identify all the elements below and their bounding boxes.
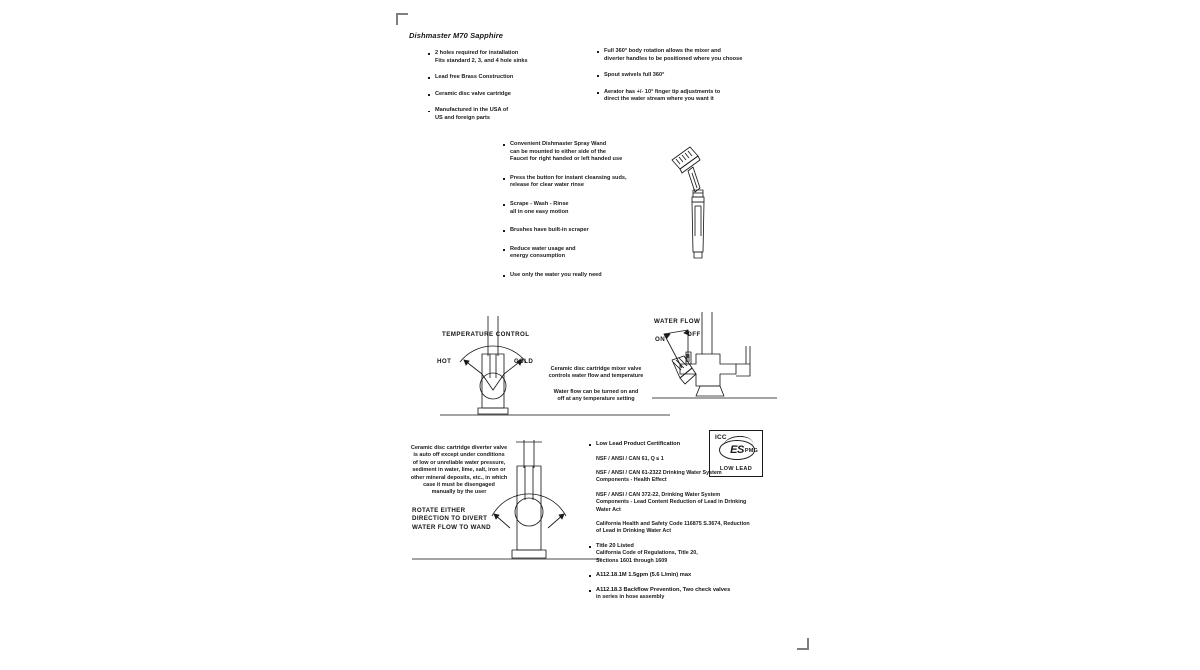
certification-item bbox=[589, 492, 794, 514]
feature-right-line: Full 360° body rotation allows the mixer and bbox=[604, 48, 721, 54]
feature-right-line: diverter handles to be positioned where you choose bbox=[604, 55, 743, 62]
spray-wand-illustration bbox=[668, 140, 724, 260]
certification-body bbox=[596, 594, 794, 601]
mixer-valve-caption-secondary bbox=[536, 389, 656, 404]
wand-feature-item bbox=[503, 141, 663, 164]
rotate-instruction-line: DIRECTION TO DIVERT bbox=[412, 515, 488, 523]
wand-feature-line: release for clear water rinse bbox=[510, 182, 585, 189]
mixer-caption2-line: Water flow can be turned on and bbox=[553, 389, 639, 395]
certification-item bbox=[589, 587, 794, 602]
diverter-valve-caption bbox=[403, 445, 515, 497]
certification-item bbox=[589, 456, 794, 463]
certification-line: of Lead in Drinking Water Act bbox=[596, 528, 672, 535]
wand-feature-line: Convenient Dishmaster Spray Wand bbox=[510, 141, 607, 147]
diverter-caption-line: sediment in water, lime, salt, iron or bbox=[412, 467, 506, 474]
water-flow-on-label: ON bbox=[655, 336, 666, 343]
certification-line: NSF / ANSI / CAN 61, Q ≤ 1 bbox=[596, 455, 664, 462]
wand-feature-line: Faucet for right handed or left handed use bbox=[510, 156, 623, 163]
wand-feature-line: Scrape - Wash - Rinse bbox=[510, 200, 569, 207]
certification-line: Components - Lead Content Reduction of Lead in Drinking bbox=[596, 499, 747, 506]
wand-feature-item bbox=[503, 201, 663, 216]
certification-body bbox=[596, 492, 794, 514]
certification-body bbox=[596, 470, 794, 485]
feature-list-left bbox=[428, 50, 593, 132]
certification-line: in series in hose assembly bbox=[596, 594, 665, 601]
certification-line: Sections 1601 through 1609 bbox=[596, 557, 668, 564]
feature-list-right bbox=[597, 48, 797, 113]
wand-feature-line: all in one easy motion bbox=[510, 208, 569, 215]
rotate-instruction-label bbox=[412, 507, 512, 532]
feature-left-item bbox=[428, 50, 593, 65]
wand-feature-line: Brushes have built-in scraper bbox=[510, 227, 589, 234]
water-flow-off-label: OFF bbox=[687, 331, 701, 338]
page-title: Dishmaster M70 Sapphire bbox=[409, 31, 503, 40]
rotate-instruction-line: WATER FLOW TO WAND bbox=[412, 523, 491, 531]
diverter-caption-line: Ceramic disc cartridge diverter valve bbox=[410, 445, 508, 451]
wand-feature-line: energy consumption bbox=[510, 253, 566, 260]
pmg-text: PMG bbox=[744, 448, 758, 454]
certification-body bbox=[596, 456, 794, 463]
feature-left-line: 2 holes required for installation bbox=[435, 50, 519, 56]
feature-left-line: Fits standard 2, 3, and 4 hole sinks bbox=[435, 57, 528, 64]
hot-label: HOT bbox=[437, 358, 452, 365]
feature-right-line: Spout swivels full 360° bbox=[604, 72, 665, 79]
certification-body bbox=[596, 521, 794, 536]
wand-feature-line: can be mounted to either side of the bbox=[510, 148, 607, 155]
wand-feature-item bbox=[503, 272, 663, 280]
mixer-caption-line: controls water flow and temperature bbox=[548, 373, 644, 380]
countertop-line-left bbox=[440, 413, 670, 417]
cold-label: COLD bbox=[514, 358, 534, 365]
water-flow-label: WATER FLOW bbox=[654, 318, 701, 325]
feature-left-item bbox=[428, 74, 593, 82]
diverter-caption-line: is auto off except under conditions bbox=[413, 452, 505, 459]
crop-mark-top-left bbox=[396, 13, 408, 25]
rotate-instruction-line: ROTATE EITHER bbox=[412, 507, 466, 514]
icc-text: ICC bbox=[715, 434, 727, 441]
feature-right-item bbox=[597, 48, 797, 63]
temperature-control-label: TEMPERATURE CONTROL bbox=[442, 331, 530, 338]
mixer-valve-caption bbox=[536, 366, 656, 381]
feature-left-line: Ceramic disc valve cartridge bbox=[435, 90, 511, 97]
certification-heading: Title 20 Listed bbox=[596, 542, 634, 549]
certification-line: Water Act bbox=[596, 506, 621, 513]
crop-mark-bottom-right bbox=[797, 638, 809, 650]
es-text: ES bbox=[730, 443, 744, 456]
certification-heading: A112.18.3 Backflow Prevention, Two check valves bbox=[596, 586, 731, 593]
mixer-caption-line: Ceramic disc cartridge mixer valve bbox=[550, 366, 642, 372]
feature-right-line: Aerator has +/- 10° finger tip adjustments to bbox=[604, 88, 721, 95]
feature-left-line: Lead free Brass Construction bbox=[435, 74, 514, 81]
certification-heading: Low Lead Product Certification bbox=[596, 441, 681, 447]
certification-item bbox=[589, 543, 794, 565]
feature-right-item bbox=[597, 89, 797, 104]
certification-item bbox=[589, 572, 794, 580]
certification-item bbox=[589, 470, 794, 485]
feature-right-line: direct the water stream where you want it bbox=[604, 96, 714, 103]
certification-line: Components - Health Effect bbox=[596, 477, 667, 484]
certification-list bbox=[589, 441, 794, 609]
wand-feature-line: Use only the water you really need bbox=[510, 271, 602, 278]
certification-heading: A112.18.1M 1.5gpm (5.6 L/min) max bbox=[596, 572, 692, 579]
countertop-line-bottom bbox=[412, 557, 602, 561]
certification-line: California Code of Regulations, Title 20, bbox=[596, 550, 698, 557]
mixer-caption2-line: off at any temperature setting bbox=[557, 396, 635, 403]
certification-line: California Health and Safety Code 116875 S.3674, Reduction bbox=[596, 521, 750, 528]
diverter-caption-line: of low or unreliable water pressure, bbox=[412, 459, 506, 466]
diverter-caption-line: other mineral deposits, etc., in which bbox=[410, 474, 508, 481]
wand-feature-line: Press the button for instant cleansing suds, bbox=[510, 174, 627, 181]
certification-item bbox=[589, 441, 794, 449]
certification-line: NSF / ANSI / CAN 61-2322 Drinking Water System bbox=[596, 470, 722, 476]
spray-wand-feature-list bbox=[503, 141, 663, 291]
feature-left-line: US and foreign parts bbox=[435, 114, 491, 121]
feature-left-item bbox=[428, 91, 593, 99]
low-lead-text: LOW LEAD bbox=[719, 466, 753, 472]
certification-item bbox=[589, 521, 794, 536]
water-flow-faucet-diagram bbox=[658, 312, 778, 417]
wand-feature-item bbox=[503, 246, 663, 261]
countertop-line-right bbox=[652, 396, 777, 400]
diverter-caption-line: manually by the user bbox=[431, 489, 487, 496]
wand-feature-item bbox=[503, 227, 663, 235]
certification-line: NSF / ANSI / CAN 372-22, Drinking Water System bbox=[596, 491, 721, 498]
certification-body bbox=[596, 550, 794, 565]
wand-feature-item bbox=[503, 175, 663, 190]
feature-left-item bbox=[428, 107, 593, 122]
feature-right-item bbox=[597, 72, 797, 80]
wand-feature-line: Reduce water usage and bbox=[510, 245, 576, 252]
diverter-caption-line: case it must be disengaged bbox=[423, 482, 495, 489]
feature-left-line: Manufactured in the USA of bbox=[435, 107, 509, 114]
